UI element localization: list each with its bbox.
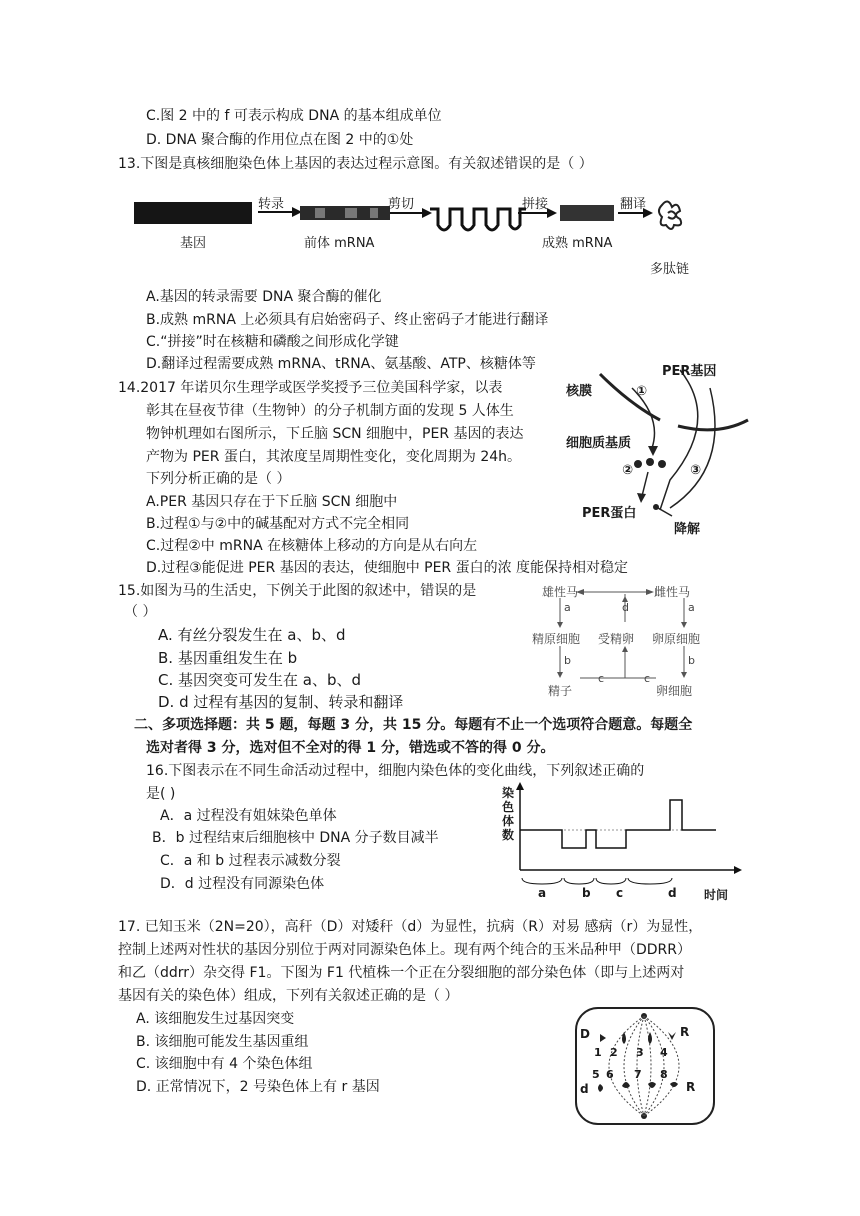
x-axis-label: 时间 <box>704 888 729 902</box>
gene-bar <box>134 202 252 224</box>
allele-D: D <box>580 1027 590 1041</box>
label-zygote: 受精卵 <box>598 632 635 646</box>
label-per-protein: PER蛋白 <box>582 506 637 521</box>
allele-d: d <box>580 1082 589 1096</box>
mature-mrna-bar <box>560 205 614 221</box>
q15-option-d: D. d 过程有基因的复制、转录和翻译 <box>158 693 404 711</box>
dividing-cell-figure <box>572 1004 722 1128</box>
q16-option-b: B．b 过程结束后细胞核中 DNA 分子数目减半 <box>152 830 439 846</box>
label-per-gene: PER基因 <box>662 364 717 379</box>
label-cytoplasm: 细胞质基质 <box>566 436 632 451</box>
q14-stem-line-1: 14.2017 年诺贝尔生理学或医学奖授予三位美国科学家，以表 <box>118 380 503 396</box>
label-spermatogonium: 精原细胞 <box>532 632 581 646</box>
segment-d: d <box>668 886 677 900</box>
chromosome-1: 1 <box>594 1046 602 1059</box>
q16-stem-line-1: 16.下图表示在不同生命活动过程中，细胞内染色体的变化曲线，下列叙述正确的 <box>146 763 645 779</box>
q17-option-c: C. 该细胞中有 4 个染色体组 <box>136 1056 313 1072</box>
q14-stem-line-4: 产物为 PER 蛋白，其浓度呈周期性变化，变化周期为 24h。 <box>146 449 522 465</box>
q17-option-d: D. 正常情况下，2 号染色体上有 r 基因 <box>136 1079 380 1095</box>
chromosome-4: 4 <box>660 1046 668 1059</box>
chromosome-7: 7 <box>634 1068 642 1081</box>
q13-option-d: D.翻译过程需要成熟 mRNA、tRNA、氨基酸、ATP、核糖体等 <box>146 356 536 372</box>
label-path-a-right: a <box>688 601 695 614</box>
q17-stem-line-1: 17. 已知玉米（2N=20），高秆（D）对矮秆（d）为显性，抗病（R）对易 感病（r）为显性， <box>118 919 703 935</box>
label-path-c-right: c <box>644 672 651 685</box>
y-axis-label: 染色体数 <box>502 786 515 842</box>
label-join: 拼接 <box>522 197 549 212</box>
q14-stem-line-2: 彰其在昼夜节律（生物钟）的分子机制方面的发现 5 人体生 <box>146 403 514 419</box>
q15-option-a: A. 有丝分裂发生在 a、b、d <box>158 626 346 644</box>
q14-stem-line-3: 物钟机理如右图所示，下丘脑 SCN 细胞中，PER 基因的表达 <box>146 426 524 442</box>
label-step-3: ③ <box>690 463 702 478</box>
q12-option-d: D. DNA 聚合酶的作用位点在图 2 中的①处 <box>146 132 414 148</box>
allele-R-lower: R <box>686 1080 696 1094</box>
q14-option-d: D.过程③能促进 PER 基因的表达，使细胞中 PER 蛋白的浓 度能保持相对稳定 <box>146 560 629 576</box>
label-path-c-left: c <box>598 672 605 685</box>
label-male-horse: 雄性马 <box>542 585 579 599</box>
q17-stem-line-2: 控制上述两对性状的基因分别位于两对同源染色体上。现有两个纯合的玉米品种甲（DDRR） <box>118 942 692 958</box>
chromosome-5: 5 <box>592 1068 600 1081</box>
label-mature-mrna: 成熟 mRNA <box>542 236 613 251</box>
q16-stem-line-2: 是( ) <box>146 786 176 802</box>
q13-option-a: A.基因的转录需要 DNA 聚合酶的催化 <box>146 289 382 305</box>
q17-stem-line-4: 基因有关的染色体）组成，下列有关叙述正确的是（ ） <box>118 988 459 1004</box>
label-cut: 剪切 <box>388 197 415 212</box>
q15-stem-line-1: 15.如图为马的生活史，下例关于此图的叙述中，错误的是 <box>118 583 477 599</box>
label-step-1: ① <box>636 384 648 399</box>
segment-c: c <box>616 886 624 900</box>
chromosome-8: 8 <box>660 1068 668 1081</box>
q17-stem-line-3: 和乙（ddrr）杂交得 F1。下图为 F1 代植株一个正在分裂细胞的部分染色体（即与上述两对 <box>118 965 685 981</box>
chromosome-3: 3 <box>636 1046 644 1059</box>
label-gene: 基因 <box>180 236 207 251</box>
q15-option-b: B. 基因重组发生在 b <box>158 649 298 667</box>
chromosome-number-curve <box>520 800 716 848</box>
chromosome-6: 6 <box>606 1068 614 1081</box>
label-egg: 卵细胞 <box>656 684 693 698</box>
section2-heading-line-2: 选对者得 3 分，选对但不全对的得 1 分，错选或不答的得 0 分。 <box>146 740 555 756</box>
q14-stem-line-5: 下列分析正确的是（ ） <box>146 471 291 487</box>
chromosome-2: 2 <box>610 1046 618 1059</box>
q15-stem-line-2: （ ） <box>124 604 157 620</box>
allele-R: R <box>680 1025 690 1039</box>
label-path-d: d <box>622 601 629 614</box>
q13-stem: 13.下图是真核细胞染色体上基因的表达过程示意图。有关叙述错误的是（ ） <box>118 156 593 172</box>
q14-option-b: B.过程①与②中的碱基配对方式不完全相同 <box>146 516 410 532</box>
q17-option-b: B. 该细胞可能发生基因重组 <box>136 1034 309 1050</box>
label-sperm: 精子 <box>548 684 573 698</box>
segment-b: b <box>582 886 591 900</box>
label-path-b-left: b <box>564 654 571 667</box>
label-female-horse: 雌性马 <box>654 585 691 599</box>
q13-option-b: B.成熟 mRNA 上必须具有启始密码子、终止密码子才能进行翻译 <box>146 312 549 328</box>
q13-option-c: C.“拼接”时在核糖和磷酸之间形成化学键 <box>146 334 399 350</box>
label-pre-mrna: 前体 mRNA <box>304 236 375 251</box>
label-oogonium: 卵原细胞 <box>652 632 701 646</box>
label-degrade: 降解 <box>674 522 701 537</box>
label-nuclear-membrane: 核膜 <box>566 384 593 399</box>
label-path-b-right: b <box>688 654 695 667</box>
q14-option-a: A.PER 基因只存在于下丘脑 SCN 细胞中 <box>146 494 398 510</box>
q17-option-a: A. 该细胞发生过基因突变 <box>136 1011 295 1027</box>
q15-option-c: C. 基因突变可发生在 a、b、d <box>158 671 362 689</box>
section2-heading-line-1: 二、多项选择题：共 5 题，每题 3 分，共 15 分。每题有不止一个选项符合题意。每题全 <box>134 717 693 733</box>
label-translation: 翻译 <box>620 197 647 212</box>
label-polypeptide: 多肽链 <box>650 262 690 277</box>
label-transcription: 转录 <box>258 197 285 212</box>
q16-option-c: C．a 和 b 过程表示减数分裂 <box>160 853 341 869</box>
polypeptide-icon <box>659 201 681 229</box>
q16-option-a: A．a 过程没有姐妹染色单体 <box>160 808 337 824</box>
q12-option-c: C.图 2 中的 f 可表示构成 DNA 的基本组成单位 <box>146 108 442 124</box>
label-step-2: ② <box>622 463 634 478</box>
label-path-a-left: a <box>564 601 571 614</box>
segment-a: a <box>538 886 547 900</box>
q14-option-c: C.过程②中 mRNA 在核糖体上移动的方向是从右向左 <box>146 538 478 554</box>
q16-option-d: D．d 过程没有同源染色体 <box>160 876 325 892</box>
spliced-loops <box>430 209 526 230</box>
